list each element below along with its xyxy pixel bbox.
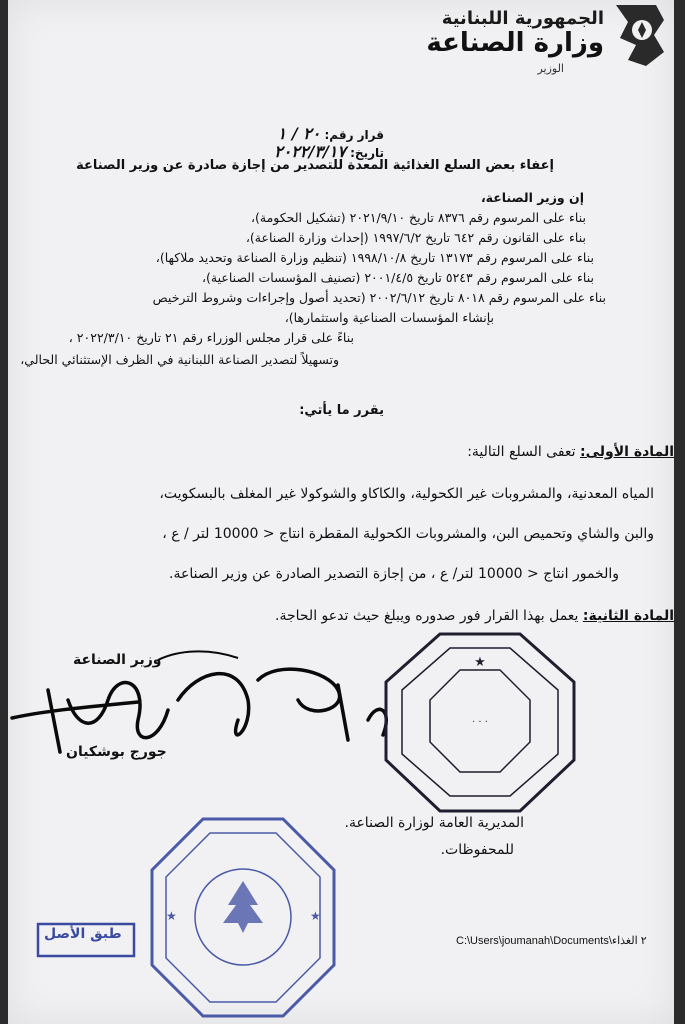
svg-text:★: ★ <box>166 909 177 923</box>
seal-top-text: ★ <box>474 655 486 670</box>
distribution-line1: المديرية العامة لوزارة الصناعة. <box>344 815 524 831</box>
handwritten-signature-icon <box>8 640 398 770</box>
signature-name: جورج بوشكيان <box>66 744 167 760</box>
signature-title: وزير الصناعة <box>73 652 162 668</box>
svg-text:· · ·: · · · <box>472 717 488 728</box>
ministry-logo-icon <box>606 0 670 70</box>
preamble-item: بناء على المرسوم رقم ٨٣٧٦ تاريخ ٢٠٢١/٩/١٠ (تشكيل الحكومة)، <box>251 210 586 225</box>
preamble-item: بناء على المرسوم رقم ٥٢٤٣ تاريخ ٢٠٠١/٤/٥ (تصنيف المؤسسات الصناعية)، <box>202 270 594 285</box>
header-republic: الجمهورية اللبنانية <box>441 8 604 29</box>
preamble-item: وتسهيلاً لتصدير الصناعة اللبنانية في الظرف الإستثنائي الحالي، <box>20 352 339 367</box>
article1-label: المادة الأولى: <box>580 444 674 460</box>
decision-date-label: تاريخ: <box>350 146 384 160</box>
article1-line: والخمور انتاج < 10000 لتر/ ع ، من إجازة التصدير الصادرة عن وزير الصناعة. <box>169 566 619 582</box>
distribution-line2: للمحفوظات. <box>440 842 514 858</box>
document-page <box>8 0 674 1024</box>
preamble-item: بناء على المرسوم رقم ٨٠١٨ تاريخ ٢٠٠٢/٦/١٢ (تحديد أصول وإجراءات وشروط الترخيص <box>152 290 606 305</box>
article1-text: تعفى السلع التالية: <box>467 444 576 460</box>
preamble-item: بإنشاء المؤسسات الصناعية واستثمارها)، <box>284 310 494 325</box>
ministry-seal-top-icon <box>380 630 580 815</box>
article1-line: المياه المعدنية، والمشروبات غير الكحولية، والكاكاو والشوكولا غير المغلف بالبسكويت، <box>159 486 654 502</box>
decision-number-value: ٢٠ / ١ <box>277 124 321 143</box>
file-path: C:\Users\joumanah\Documents\٢ الغذاء <box>456 935 647 947</box>
decision-date-value: ٢٠٢٢/٣/١٧ <box>274 142 346 161</box>
preamble-opening: إن وزير الصناعة، <box>480 190 584 205</box>
decides-heading: يقرر ما يأتي: <box>299 403 384 418</box>
preamble-item: بناء على القانون رقم ٦٤٢ تاريخ ١٩٩٧/٦/٢ (إحداث وزارة الصناعة)، <box>245 230 586 245</box>
ministry-seal-bottom-icon <box>148 815 338 1020</box>
preamble-item: بناءً على قرار مجلس الوزراء رقم ٢١ تاريخ ٢٠٢٢/٣/١٠ ، <box>68 330 354 345</box>
header-ministry: وزارة الصناعة <box>426 28 604 58</box>
article1-line: والبن والشاي وتحميص البن، والمشروبات الكحولية المقطرة انتاج < 10000 لتر / ع ، <box>162 526 654 542</box>
article2-text: يعمل بهذا القرار فور صدوره ويبلغ حيث تدعو الحاجة. <box>275 608 579 624</box>
svg-text:★: ★ <box>310 909 321 923</box>
preamble-item: بناء على المرسوم رقم ١٣١٧٣ تاريخ ١٩٩٨/١٠/٨ (تنظيم وزارة الصناعة وتحديد ملاكها)، <box>155 250 594 265</box>
copy-stamp-label: طبق الأصل <box>44 926 122 942</box>
decision-number-label: قرار رقم: <box>324 128 384 142</box>
header-office: الوزير <box>537 62 564 75</box>
decision-subject: إعفاء بعض السلع الغذائية المعدة للتصدير من إجازة صادرة عن وزير الصناعة <box>76 158 554 173</box>
article2-label: المادة الثانية: <box>582 608 674 624</box>
